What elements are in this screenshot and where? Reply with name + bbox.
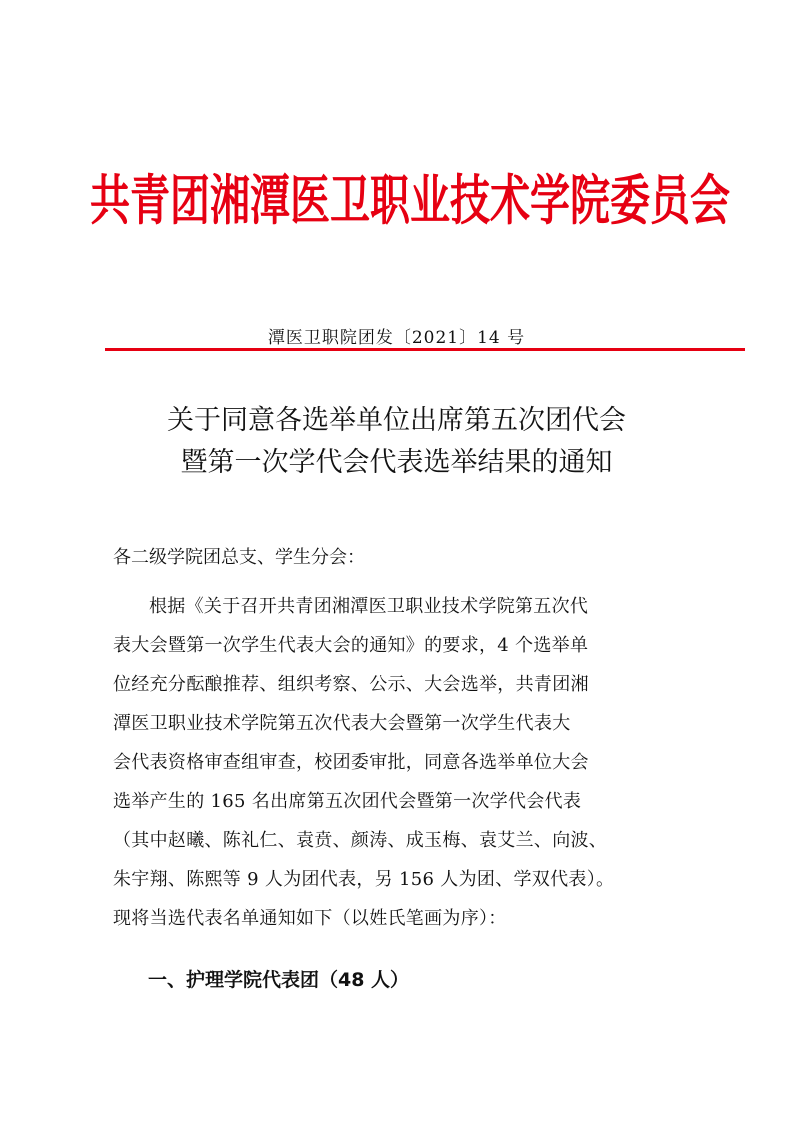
paragraph-line: 选举产生的 165 名出席第五次团代会暨第一次学代会代表 [113,791,582,812]
document-title-line-2: 暨第一次学代会代表选举结果的通知 [180,447,613,478]
paragraph-line: （其中赵曦、陈礼仁、袁贲、颜涛、成玉梅、袁艾兰、向波、 [113,830,608,851]
red-divider-line [105,348,745,351]
paragraph-line: 根据《关于召开共青团湘潭医卫职业技术学院第五次代 [149,596,589,617]
section-heading: 一、护理学院代表团（48 人） [148,969,410,991]
paragraph-line: 位经充分酝酿推荐、组织考察、公示、大会选举，共青团湘 [113,674,589,695]
organization-header: 共青团湘潭医卫职业技术学院委员会 [90,170,730,233]
document-number: 潭医卫职院团发〔2021〕14 号 [267,328,526,348]
paragraph-line: 潭医卫职业技术学院第五次代表大会暨第一次学生代表大 [113,713,571,734]
salutation: 各二级学院团总支、学生分会： [113,547,365,568]
body-paragraph [113,587,713,938]
paragraph-line: 现将当选代表名单通知如下（以姓氏笔画为序）： [113,908,507,929]
paragraph-line: 表大会暨第一次学生代表大会的通知》的要求，4 个选举单 [113,635,589,656]
document-title-line-1: 关于同意各选举单位出席第五次团代会 [167,405,626,436]
paragraph-line: 朱宇翔、陈熙等 9 人为团代表，另 156 人为团、学双代表）。 [113,869,615,890]
paragraph-line: 会代表资格审查组审查，校团委审批，同意各选举单位大会 [113,752,589,773]
